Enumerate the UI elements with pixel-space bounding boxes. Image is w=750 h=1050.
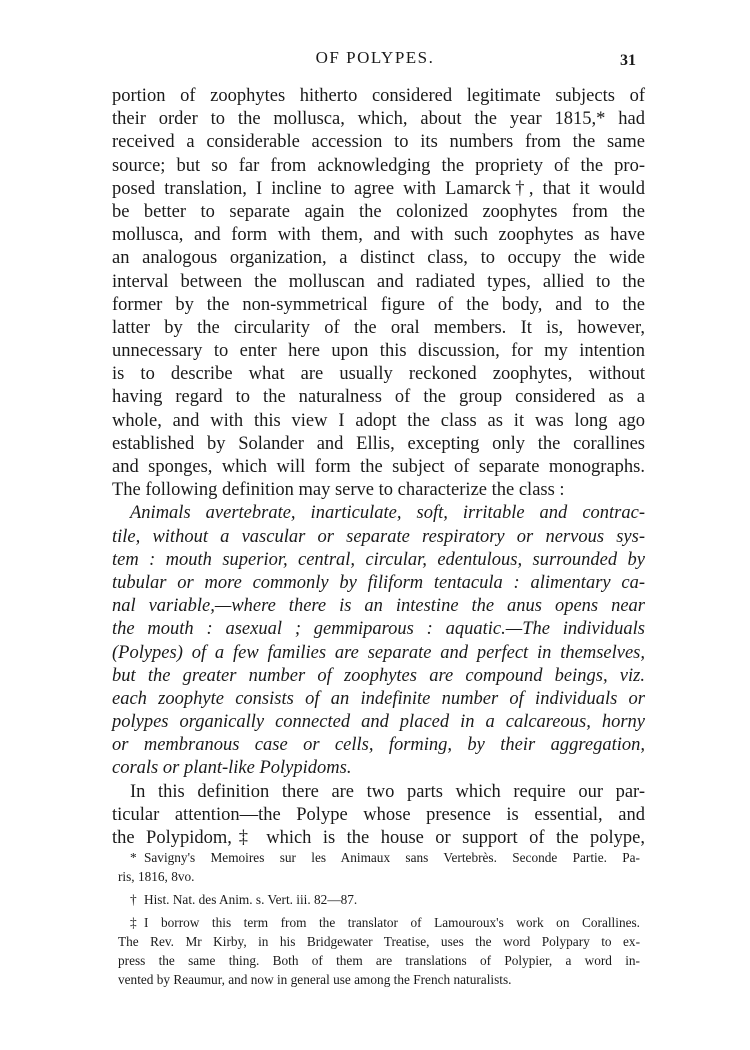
- text-line: mollusca, and form with them, and with such zoophytes as have: [112, 225, 645, 246]
- footnote: [118, 913, 640, 989]
- footnote-mark: ‡: [130, 915, 137, 930]
- footnote-text: I borrow this term from the translator of Lamouroux's work on Corallines.: [144, 915, 640, 930]
- definition-line: or membranous case or cells, forming, by their aggregation,: [112, 735, 645, 756]
- text-line: the Polypidom,‡ which is the house or support of the polype,: [112, 828, 645, 848]
- definition-line: tubular or more commonly by filiform tentacula : alimentary ca-: [112, 572, 645, 593]
- definition-line: nal variable,—where there is an intestine the anus opens near: [112, 596, 645, 617]
- footnote-mark: *: [130, 850, 137, 865]
- footnote-text: Hist. Nat. des Anim. s. Vert. iii. 82—87.: [144, 892, 358, 907]
- text-line: ticular attention—the Polype whose presence is essential, and: [112, 804, 645, 825]
- definition-line: the mouth : asexual ; gemmiparous : aquatic.—The individuals: [112, 619, 645, 640]
- text-line: portion of zoophytes hitherto considered legitimate subjects of: [112, 86, 645, 106]
- definition-line: polypes organically connected and placed in a calcareous, horny: [112, 712, 645, 733]
- definition-line: each zoophyte consists of an indefinite number of individuals or: [112, 688, 645, 709]
- text-line: former by the non-symmetrical figure of the body, and to the: [112, 294, 645, 315]
- footnote-line: ris, 1816, 8vo.: [118, 869, 195, 884]
- page-number: 31: [620, 52, 636, 69]
- text-line: be better to separate again the colonized zoophytes from the: [112, 201, 645, 222]
- definition-line: tem : mouth superior, central, circular, edentulous, surrounded by: [112, 549, 645, 570]
- footnote-line: The Rev. Mr Kirby, in his Bridgewater Treatise, uses the word Polypary to ex-: [118, 934, 640, 949]
- running-title: OF POLYPES.: [315, 48, 435, 67]
- text-line: and sponges, which will form the subject of separate monographs.: [112, 457, 645, 477]
- text-line: posed translation, I incline to agree with Lamarck†, that it would: [112, 178, 645, 199]
- footnotes: [118, 848, 640, 993]
- footnote-line: vented by Reaumur, and now in general use among the French naturalists.: [118, 972, 512, 987]
- text-line: The following definition may serve to characterize the class :: [112, 480, 565, 501]
- text-line: interval between the molluscan and radiated types, allied to the: [112, 271, 645, 292]
- text-line: established by Solander and Ellis, excepting only the corallines: [112, 433, 645, 454]
- text-line: is to describe what are usually reckoned zoophytes, without: [112, 364, 645, 385]
- text-line: source; but so far from acknowledging the propriety of the pro-: [112, 155, 645, 176]
- main-text: [112, 85, 645, 850]
- definition-line: corals or plant-like Polypidoms.: [112, 758, 352, 779]
- text-line: unnecessary to enter here upon this discussion, for my intention: [112, 341, 645, 362]
- definition-line: Animals avertebrate, inarticulate, soft, irritable and contrac-: [130, 503, 645, 524]
- footnote-line: [118, 913, 640, 932]
- definition-line: but the greater number of zoophytes are compound beings, viz.: [112, 665, 645, 686]
- footnote-line: [118, 890, 640, 909]
- text-line: having regard to the naturalness of the group considered as a: [112, 387, 645, 408]
- text-line: In this definition there are two parts which require our par-: [130, 781, 645, 802]
- text-line: their order to the mollusca, which, about the year 1815,* had: [112, 109, 645, 130]
- text-line: whole, and with this view I adopt the class as it was long ago: [112, 410, 645, 431]
- footnote-line: press the same thing. Both of them are translations of Polypier, a word in-: [118, 953, 640, 968]
- footnote-mark: †: [130, 892, 137, 907]
- definition-line: (Polypes) of a few families are separate and perfect in themselves,: [112, 642, 645, 663]
- text-line: received a considerable accession to its numbers from the same: [112, 132, 645, 153]
- footnote-line: [118, 848, 640, 867]
- text-line: latter by the circularity of the oral members. It is, however,: [112, 317, 645, 338]
- footnote-text: Savigny's Memoires sur les Animaux sans Vertebrès. Seconde Partie. Pa-: [144, 850, 640, 865]
- footnote: [118, 848, 640, 886]
- footnote: [118, 890, 640, 909]
- definition-line: tile, without a vascular or separate respiratory or nervous sys-: [112, 526, 645, 547]
- text-line: an analogous organization, a distinct class, to occupy the wide: [112, 248, 645, 269]
